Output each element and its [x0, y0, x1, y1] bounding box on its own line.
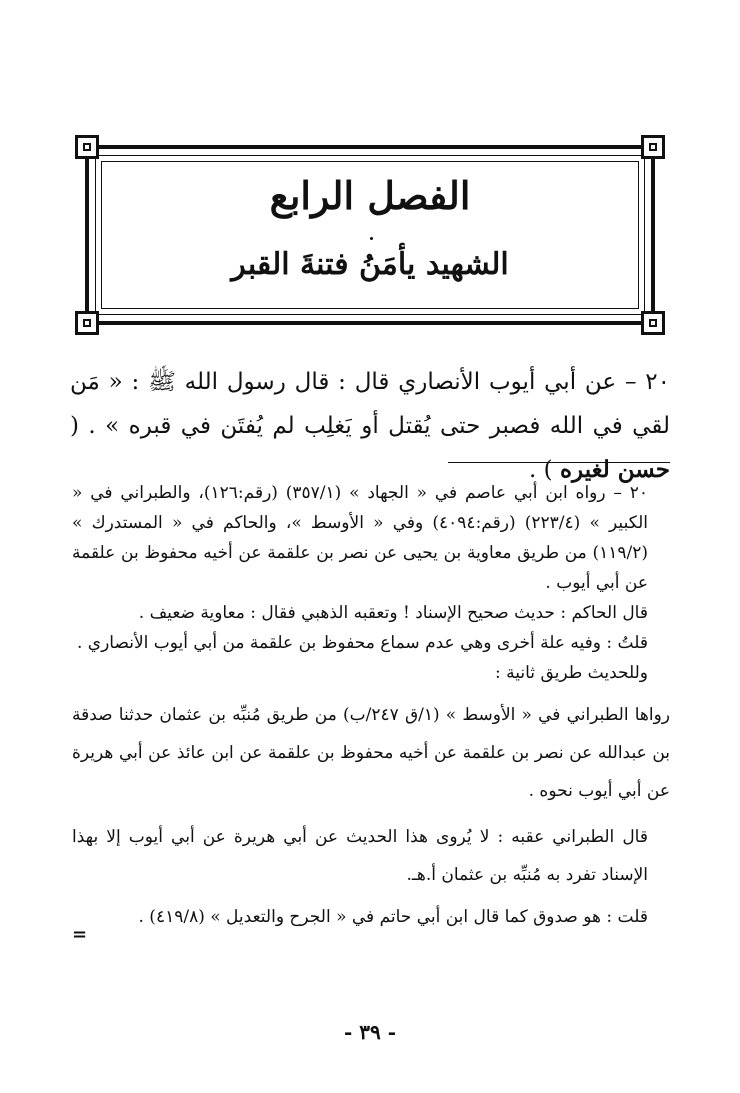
chapter-subtitle: الشهيد يأمَنُ فتنةَ القبر	[231, 247, 509, 282]
footnote-paragraph: قلتُ : وفيه علة أخرى وهي عدم سماع محفوظ بن علقمة من أبي أيوب الأنصاري .	[76, 633, 648, 653]
footnote-paragraph: ٢٠ – رواه ابن أبي عاصم في « الجهاد » (٣٥٧/١) (رقم:١٢٦)، والطبراني في « الكبير » (٢٢٣/٤) (رقم:٤٠٩٤) وفي « الأوسط »، والحاكم في « المستدرك » (١١٩/٢) من طريق معاوية بن يحيى عن نصر بن علقمة عن أخيه محفوظ بن علقمة عن أبي أيوب .	[72, 483, 649, 593]
continuation-mark: =	[72, 924, 88, 945]
footnote-paragraph: قال الطبراني عقبه : لا يُروى هذا الحديث عن أبي هريرة عن أبي أيوب إلا بهذا الإسناد تفرد به مُنبِّه بن عثمان أ.هـ.	[72, 827, 648, 885]
footnote-paragraph: قلت : هو صدوق كما قال ابن أبي حاتم في « الجرح والتعديل » (٤١٩/٨) .	[138, 907, 648, 927]
footnote-paragraph: رواها الطبراني في « الأوسط » (١/ق ٢٤٧/ب) من طريق مُنبِّه بن عثمان حدثنا صدقة بن عبدالله عن نصر بن علقمة عن أخيه محفوظ بن علقمة عن ابن عائذ عن أبي هريرة عن أبي أيوب نحوه .	[72, 705, 671, 801]
hadith-grade: حسن لغيره	[559, 456, 670, 483]
frame-corner-ornament	[641, 135, 665, 159]
footnotes	[72, 478, 670, 932]
frame-corner-ornament	[75, 135, 99, 159]
frame-corner-ornament	[75, 311, 99, 335]
hadith-end: ) .	[529, 457, 553, 483]
hadith-text	[70, 360, 670, 492]
chapter-title-frame	[75, 135, 665, 335]
hadith-body: ٢٠ – عن أبي أيوب الأنصاري قال : قال رسول الله ﷺ : « مَن لقي في الله فصبر حتى يُقتل أو يَغلِب لم يُفتَن في قبره » . (	[70, 369, 670, 439]
title-separator-dot	[370, 237, 373, 240]
footnote-divider	[448, 462, 670, 463]
footnote-paragraph: وللحديث طريق ثانية :	[495, 663, 648, 683]
chapter-title: الفصل الرابع	[269, 173, 471, 218]
frame-corner-ornament	[641, 311, 665, 335]
page-number: - ٣٩ -	[343, 1020, 396, 1044]
footnote-paragraph: قال الحاكم : حديث صحيح الإسناد ! وتعقبه الذهبي فقال : معاوية ضعيف .	[138, 603, 648, 623]
